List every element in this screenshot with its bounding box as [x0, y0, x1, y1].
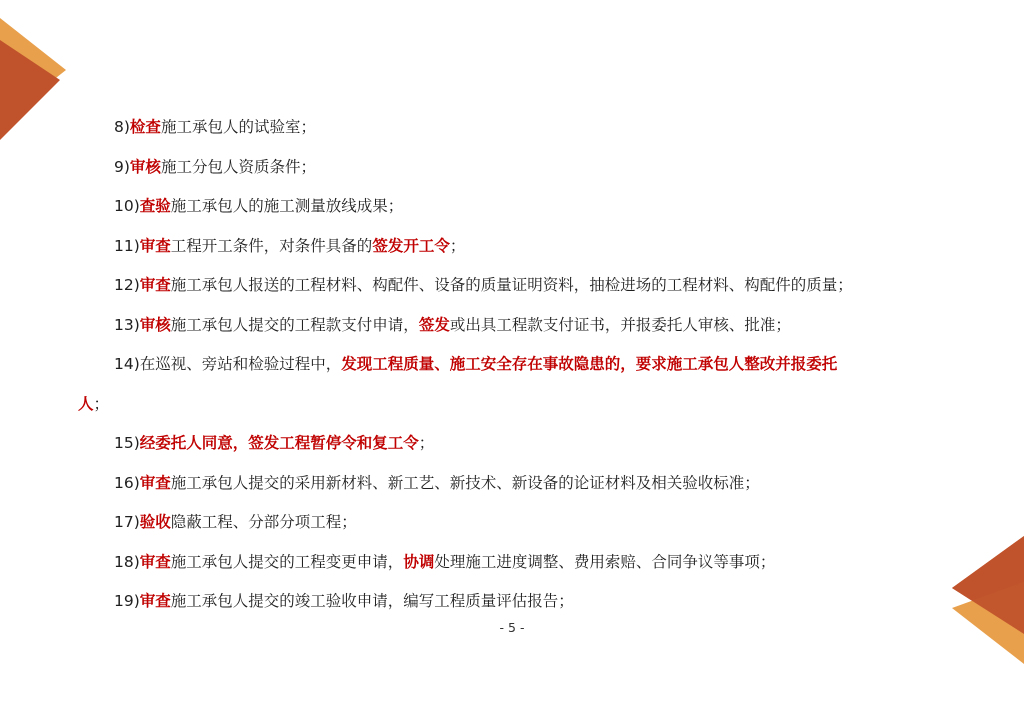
- corner-decoration-bottom-right: [952, 536, 1024, 666]
- item-text: 施工承包人提交的竣工验收申请，编写工程质量评估报告；: [170, 592, 574, 610]
- item-keyword: 发现工程质量、施工安全存在事故隐患的，要求施工承包人整改并报委托: [341, 355, 838, 373]
- item-text: 施工承包人提交的采用新材料、新工艺、新技术、新设备的论证材料及相关验收标准；: [170, 473, 760, 492]
- item-number: 16): [114, 473, 140, 492]
- item-text: 隐蔽工程、分部分项工程；: [170, 513, 357, 531]
- page-number: - 5 -: [499, 620, 525, 635]
- list-item-14: [78, 345, 954, 424]
- item-text: 或出具工程款支付证书，并报委托人审核、批准；: [449, 315, 791, 334]
- item-number: 10): [114, 197, 140, 215]
- item-line-continuation: [78, 385, 954, 425]
- item-number: 11): [114, 236, 140, 255]
- item-text: 施工承包人的试验室；: [160, 118, 316, 136]
- item-number: 18): [114, 552, 140, 571]
- item-number: 13): [114, 315, 140, 334]
- list-item-9: [78, 148, 954, 188]
- list-item-12: [78, 266, 954, 306]
- item-keyword: 审核: [139, 315, 171, 334]
- item-text: ；: [418, 434, 435, 452]
- item-keyword: 协调: [403, 552, 435, 571]
- item-text: 施工分包人资质条件；: [160, 157, 316, 176]
- item-text: 施工承包人的施工测量放线成果；: [170, 197, 404, 215]
- item-keyword: 审查: [139, 552, 171, 571]
- item-line: [114, 345, 954, 385]
- item-text: 工程开工条件，对条件具备的: [170, 236, 373, 255]
- item-keyword: 签发开工令: [372, 236, 450, 255]
- item-keyword: 审查: [139, 236, 171, 255]
- list-item-8: [78, 108, 954, 148]
- item-keyword: 审查: [139, 473, 171, 492]
- list-item-17: [78, 503, 954, 543]
- corner-decoration-top-left: [0, 18, 70, 143]
- list-item-15: [78, 424, 954, 464]
- list-item-18: [78, 543, 954, 583]
- item-keyword: 人: [78, 394, 94, 413]
- item-number: 12): [114, 276, 140, 294]
- item-keyword: 签发: [418, 315, 450, 334]
- list-item-16: [78, 464, 954, 504]
- item-text: ；: [93, 394, 110, 413]
- list-item-19: [78, 582, 954, 622]
- item-number: 19): [114, 592, 140, 610]
- list-item-11: [78, 227, 954, 267]
- item-number: 8): [114, 118, 130, 136]
- item-text: 施工承包人提交的工程款支付申请，: [170, 315, 419, 334]
- item-text: 施工承包人报送的工程材料、构配件、设备的质量证明资料，抽检进场的工程材料、构配件的质量；: [170, 276, 853, 294]
- item-keyword: 检查: [129, 118, 161, 136]
- list-item-10: [78, 187, 954, 227]
- item-number: 17): [114, 513, 140, 531]
- item-keyword: 审查: [139, 592, 171, 610]
- item-number: 9): [114, 157, 130, 176]
- item-text: ；: [449, 236, 466, 255]
- item-text: 处理施工进度调整、费用索赔、合同争议等事项；: [434, 552, 776, 571]
- list-item-13: [78, 306, 954, 346]
- item-keyword: 验收: [139, 513, 171, 531]
- item-keyword: 审核: [129, 157, 161, 176]
- item-keyword: 经委托人同意，签发工程暂停令和复工令: [139, 434, 419, 452]
- item-number: 15): [114, 434, 140, 452]
- item-number: 14): [114, 355, 140, 373]
- item-text: 在巡视、旁站和检验过程中，: [139, 355, 342, 373]
- document-body: [78, 108, 954, 622]
- item-text: 施工承包人提交的工程变更申请，: [170, 552, 404, 571]
- item-keyword: 查验: [139, 197, 171, 215]
- item-keyword: 审查: [139, 276, 171, 294]
